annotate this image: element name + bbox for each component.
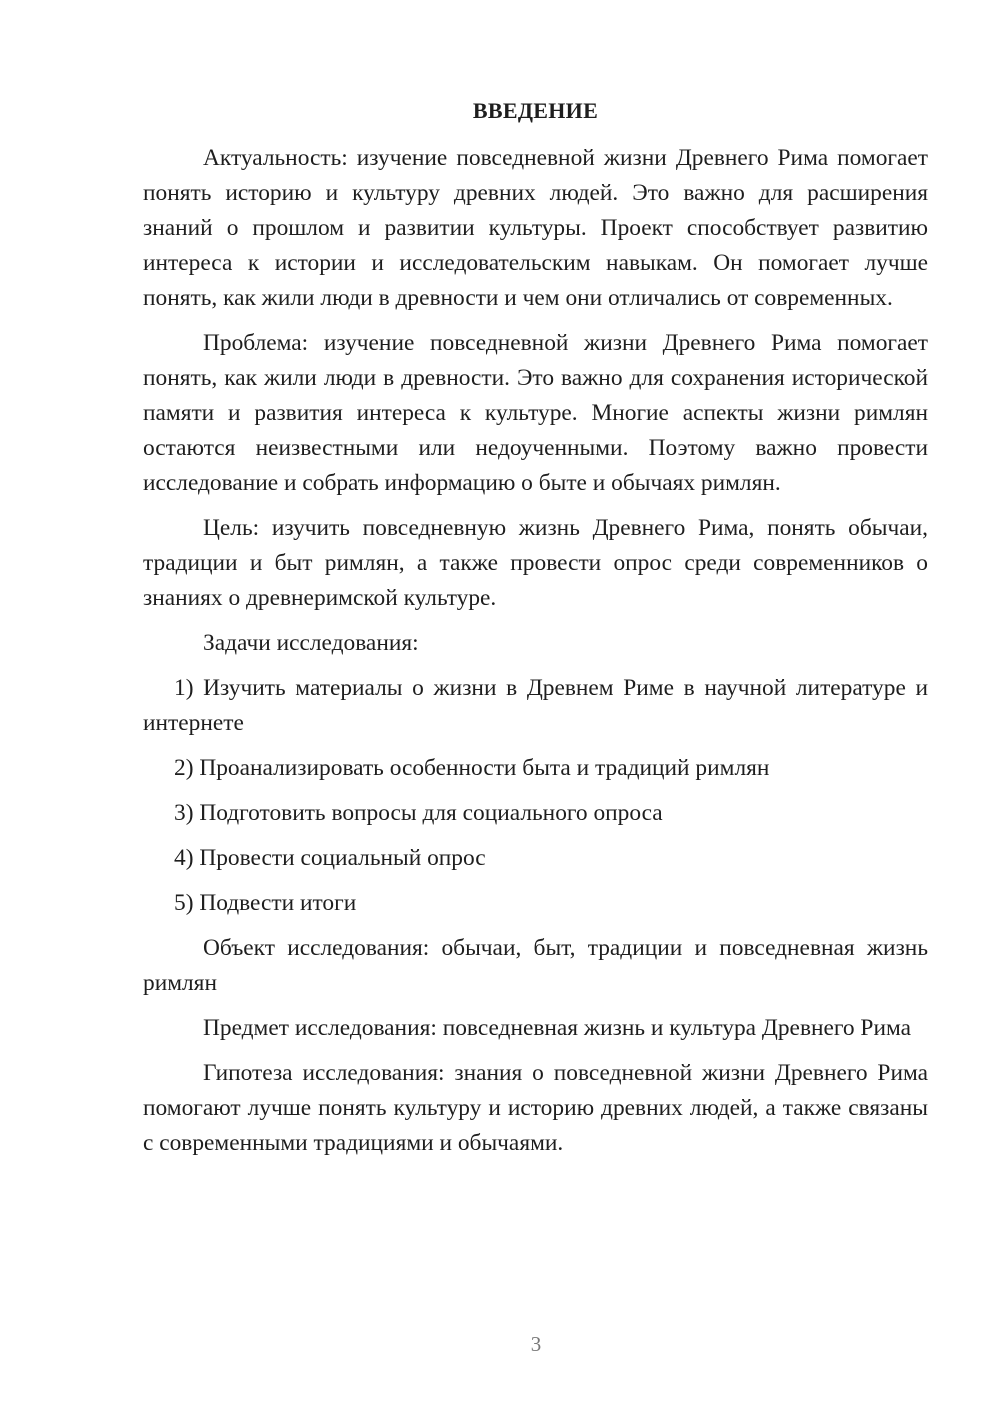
object-paragraph: Объект исследования: обычаи, быт, традиции и повседневная жизнь римлян [143,935,928,996]
list-item: 3) Подготовить вопросы для социального опроса [174,800,663,826]
problem-paragraph: Проблема: изучение повседневной жизни Древнего Рима помогает понять, как жили люди в древности. Это важно для сохранения исторической памяти и развития интереса к культуре. Многие аспекты жизни римлян остаются неизвестными или недоученными. Поэтому важно провести исследование и собрать информацию о быте и обычаях римлян. [143,330,928,496]
hypothesis-paragraph: Гипотеза исследования: знания о повседневной жизни Древнего Рима помогают лучше понять культуру и историю древних людей, а также связаны с современными традициями и обычаями. [143,1060,928,1156]
subject-paragraph: Предмет исследования: повседневная жизнь и культура Древнего Рима [203,1015,911,1041]
list-item: 2) Проанализировать особенности быта и традиций римлян [174,755,770,781]
page-number: 3 [530,1332,542,1356]
tasks-list [143,671,928,921]
section-title: ВВЕДЕНИЕ [472,98,599,123]
list-item: 5) Подвести итоги [174,890,357,916]
list-item: 1) Изучить материалы о жизни в Древнем Риме в научной литературе и интернете [143,675,928,736]
tasks-heading: Задачи исследования: [203,630,419,656]
list-item: 4) Провести социальный опрос [174,845,486,871]
relevance-paragraph: Актуальность: изучение повседневной жизни Древнего Рима помогает понять историю и культуру древних людей. Это важно для расширения знаний о прошлом и развитии культуры. Проект способствует развитию интереса к истории и исследовательским навыкам. Он помогает лучше понять, как жили люди в древности и чем они отличались от современных. [143,145,928,311]
goal-paragraph: Цель: изучить повседневную жизнь Древнего Рима, понять обычаи, традиции и быт римлян, а также провести опрос среди современников о знаниях о древнеримской культуре. [143,515,928,611]
page-body [143,96,928,1161]
